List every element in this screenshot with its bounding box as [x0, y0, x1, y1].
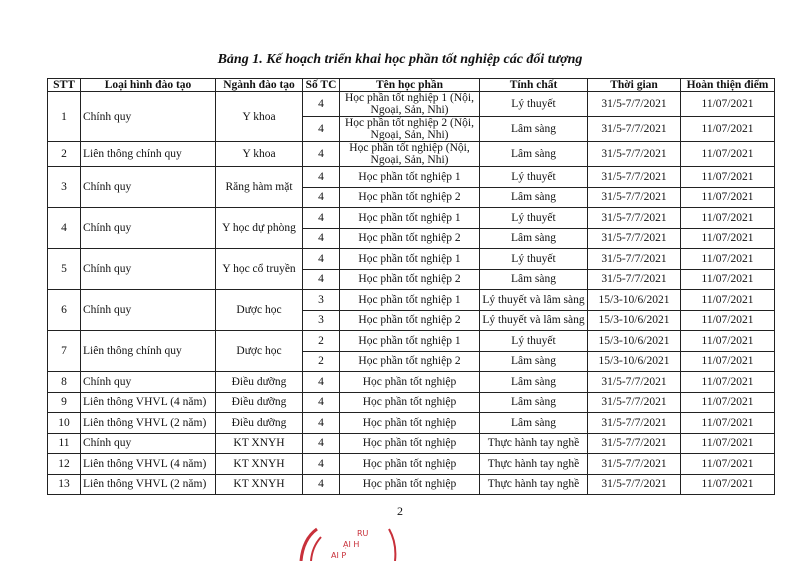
cell-training-type: Liên thông VHVL (2 năm) — [81, 413, 216, 434]
cell-training-type: Liên thông chính quy — [81, 331, 216, 372]
cell-grade-completion: 11/07/2021 — [681, 351, 775, 372]
cell-major: KT XNYH — [216, 474, 303, 495]
cell-stt: 6 — [48, 290, 81, 331]
cell-major: KT XNYH — [216, 433, 303, 454]
cell-major: Răng hàm mặt — [216, 167, 303, 208]
cell-credits: 4 — [303, 433, 340, 454]
cell-nature: Lý thuyết — [480, 208, 588, 229]
cell-training-type: Chính quy — [81, 433, 216, 454]
cell-training-type: Chính quy — [81, 290, 216, 331]
table-row — [48, 142, 775, 167]
cell-stt: 1 — [48, 92, 81, 142]
cell-credits: 3 — [303, 310, 340, 331]
training-plan-table — [47, 78, 775, 495]
cell-nature: Lâm sàng — [480, 392, 588, 413]
cell-course-name: Học phần tốt nghiệp 2 — [340, 187, 480, 208]
svg-text:AI P: AI P — [331, 551, 347, 560]
cell-grade-completion: 11/07/2021 — [681, 310, 775, 331]
cell-nature: Lý thuyết và lâm sàng — [480, 290, 588, 311]
cell-course-name: Học phần tốt nghiệp — [340, 474, 480, 495]
cell-course-name: Học phần tốt nghiệp 2 — [340, 351, 480, 372]
cell-course-name: Học phần tốt nghiệp 1 (Nội, Ngoại, Sản, Nhi) — [340, 92, 480, 117]
cell-nature: Lâm sàng — [480, 351, 588, 372]
page-number: 2 — [397, 504, 403, 518]
cell-stt: 3 — [48, 167, 81, 208]
cell-credits: 4 — [303, 372, 340, 393]
cell-nature: Lâm sàng — [480, 142, 588, 167]
cell-time: 31/5-7/7/2021 — [588, 413, 681, 434]
cell-grade-completion: 11/07/2021 — [681, 433, 775, 454]
cell-stt: 7 — [48, 331, 81, 372]
svg-text:ẠI H: ẠI H — [343, 540, 360, 549]
cell-stt: 8 — [48, 372, 81, 393]
cell-grade-completion: 11/07/2021 — [681, 187, 775, 208]
cell-course-name: Học phần tốt nghiệp 1 — [340, 208, 480, 229]
cell-time: 31/5-7/7/2021 — [588, 454, 681, 475]
cell-nature: Lý thuyết — [480, 167, 588, 188]
cell-nature: Thực hành tay nghề — [480, 474, 588, 495]
header-grade-completion: Hoàn thiện điểm — [681, 79, 775, 92]
cell-stt: 9 — [48, 392, 81, 413]
cell-course-name: Học phần tốt nghiệp 1 — [340, 331, 480, 352]
cell-nature: Lý thuyết và lâm sàng — [480, 310, 588, 331]
cell-nature: Lý thuyết — [480, 331, 588, 352]
table-row — [48, 433, 775, 454]
cell-grade-completion: 11/07/2021 — [681, 208, 775, 229]
table-row — [48, 92, 775, 117]
header-major: Ngành đào tạo — [216, 79, 303, 92]
cell-grade-completion: 11/07/2021 — [681, 474, 775, 495]
cell-stt: 11 — [48, 433, 81, 454]
cell-credits: 4 — [303, 392, 340, 413]
cell-time: 15/3-10/6/2021 — [588, 310, 681, 331]
table-row — [48, 372, 775, 393]
table-row — [48, 392, 775, 413]
cell-major: Điều dưỡng — [216, 372, 303, 393]
cell-nature: Lâm sàng — [480, 228, 588, 249]
cell-grade-completion: 11/07/2021 — [681, 142, 775, 167]
cell-course-name: Học phần tốt nghiệp 2 — [340, 269, 480, 290]
cell-training-type: Chính quy — [81, 372, 216, 393]
header-training-type: Loại hình đào tạo — [81, 79, 216, 92]
cell-major: Dược học — [216, 290, 303, 331]
cell-grade-completion: 11/07/2021 — [681, 249, 775, 270]
cell-course-name: Học phần tốt nghiệp — [340, 433, 480, 454]
table-row — [48, 474, 775, 495]
cell-time: 31/5-7/7/2021 — [588, 269, 681, 290]
cell-course-name: Học phần tốt nghiệp 1 — [340, 290, 480, 311]
cell-course-name: Học phần tốt nghiệp 2 — [340, 310, 480, 331]
cell-time: 15/3-10/6/2021 — [588, 331, 681, 352]
cell-nature: Lý thuyết — [480, 92, 588, 117]
cell-course-name: Học phần tốt nghiệp 1 — [340, 167, 480, 188]
cell-nature: Thực hành tay nghề — [480, 454, 588, 475]
svg-text:RU: RU — [357, 529, 369, 538]
cell-training-type: Liên thông VHVL (2 năm) — [81, 474, 216, 495]
cell-course-name: Học phần tốt nghiệp 2 (Nội, Ngoại, Sản, Nhi) — [340, 117, 480, 142]
cell-time: 31/5-7/7/2021 — [588, 92, 681, 117]
cell-credits: 4 — [303, 269, 340, 290]
table-row — [48, 454, 775, 475]
cell-time: 31/5-7/7/2021 — [588, 208, 681, 229]
cell-nature: Lâm sàng — [480, 187, 588, 208]
cell-major: Y khoa — [216, 92, 303, 142]
cell-nature: Lâm sàng — [480, 117, 588, 142]
cell-credits: 4 — [303, 92, 340, 117]
cell-credits: 4 — [303, 208, 340, 229]
cell-credits: 4 — [303, 474, 340, 495]
cell-time: 31/5-7/7/2021 — [588, 228, 681, 249]
cell-major: Điều dưỡng — [216, 413, 303, 434]
cell-grade-completion: 11/07/2021 — [681, 167, 775, 188]
cell-major: Dược học — [216, 331, 303, 372]
cell-credits: 2 — [303, 331, 340, 352]
cell-time: 31/5-7/7/2021 — [588, 433, 681, 454]
cell-time: 31/5-7/7/2021 — [588, 142, 681, 167]
cell-stt: 12 — [48, 454, 81, 475]
cell-course-name: Học phần tốt nghiệp (Nội, Ngoại, Sản, Nhi) — [340, 142, 480, 167]
cell-credits: 4 — [303, 187, 340, 208]
cell-stt: 13 — [48, 474, 81, 495]
cell-credits: 4 — [303, 249, 340, 270]
cell-grade-completion: 11/07/2021 — [681, 454, 775, 475]
table-row — [48, 249, 775, 270]
cell-grade-completion: 11/07/2021 — [681, 290, 775, 311]
table-row — [48, 208, 775, 229]
table-caption: Bảng 1. Kế hoạch triển khai học phần tốt nghiệp các đối tượng — [217, 52, 583, 67]
cell-time: 31/5-7/7/2021 — [588, 372, 681, 393]
cell-course-name: Học phần tốt nghiệp — [340, 454, 480, 475]
cell-grade-completion: 11/07/2021 — [681, 117, 775, 142]
cell-nature: Lâm sàng — [480, 269, 588, 290]
cell-time: 31/5-7/7/2021 — [588, 187, 681, 208]
cell-stt: 2 — [48, 142, 81, 167]
cell-credits: 4 — [303, 228, 340, 249]
cell-course-name: Học phần tốt nghiệp 1 — [340, 249, 480, 270]
cell-nature: Lâm sàng — [480, 413, 588, 434]
cell-training-type: Chính quy — [81, 92, 216, 142]
header-time: Thời gian — [588, 79, 681, 92]
cell-credits: 3 — [303, 290, 340, 311]
cell-grade-completion: 11/07/2021 — [681, 228, 775, 249]
table-row — [48, 331, 775, 352]
header-credits: Số TC — [303, 79, 340, 92]
cell-time: 31/5-7/7/2021 — [588, 167, 681, 188]
cell-time: 31/5-7/7/2021 — [588, 249, 681, 270]
table-body — [48, 92, 775, 495]
cell-major: Y học dự phòng — [216, 208, 303, 249]
cell-grade-completion: 11/07/2021 — [681, 331, 775, 352]
cell-credits: 4 — [303, 142, 340, 167]
cell-training-type: Liên thông chính quy — [81, 142, 216, 167]
table-row — [48, 413, 775, 434]
cell-time: 31/5-7/7/2021 — [588, 392, 681, 413]
cell-credits: 4 — [303, 413, 340, 434]
cell-nature: Lâm sàng — [480, 372, 588, 393]
cell-time: 31/5-7/7/2021 — [588, 117, 681, 142]
cell-credits: 4 — [303, 117, 340, 142]
cell-major: KT XNYH — [216, 454, 303, 475]
cell-time: 15/3-10/6/2021 — [588, 351, 681, 372]
header-stt: STT — [48, 79, 81, 92]
cell-time: 15/3-10/6/2021 — [588, 290, 681, 311]
cell-credits: 2 — [303, 351, 340, 372]
cell-credits: 4 — [303, 454, 340, 475]
cell-training-type: Chính quy — [81, 167, 216, 208]
cell-major: Y học cổ truyền — [216, 249, 303, 290]
cell-grade-completion: 11/07/2021 — [681, 413, 775, 434]
cell-major: Điều dưỡng — [216, 392, 303, 413]
cell-nature: Lý thuyết — [480, 249, 588, 270]
cell-grade-completion: 11/07/2021 — [681, 269, 775, 290]
cell-grade-completion: 11/07/2021 — [681, 392, 775, 413]
cell-stt: 5 — [48, 249, 81, 290]
cell-course-name: Học phần tốt nghiệp — [340, 413, 480, 434]
cell-training-type: Liên thông VHVL (4 năm) — [81, 392, 216, 413]
header-nature: Tính chất — [480, 79, 588, 92]
cell-stt: 10 — [48, 413, 81, 434]
cell-credits: 4 — [303, 167, 340, 188]
cell-grade-completion: 11/07/2021 — [681, 372, 775, 393]
cell-course-name: Học phần tốt nghiệp — [340, 372, 480, 393]
table-header-row — [48, 79, 775, 92]
red-stamp-fragment — [295, 525, 405, 561]
table-row — [48, 290, 775, 311]
cell-stt: 4 — [48, 208, 81, 249]
cell-grade-completion: 11/07/2021 — [681, 92, 775, 117]
cell-course-name: Học phần tốt nghiệp — [340, 392, 480, 413]
cell-training-type: Chính quy — [81, 208, 216, 249]
cell-course-name: Học phần tốt nghiệp 2 — [340, 228, 480, 249]
header-course-name: Tên học phần — [340, 79, 480, 92]
table-row — [48, 167, 775, 188]
cell-training-type: Liên thông VHVL (4 năm) — [81, 454, 216, 475]
cell-training-type: Chính quy — [81, 249, 216, 290]
cell-major: Y khoa — [216, 142, 303, 167]
cell-nature: Thực hành tay nghề — [480, 433, 588, 454]
cell-time: 31/5-7/7/2021 — [588, 474, 681, 495]
